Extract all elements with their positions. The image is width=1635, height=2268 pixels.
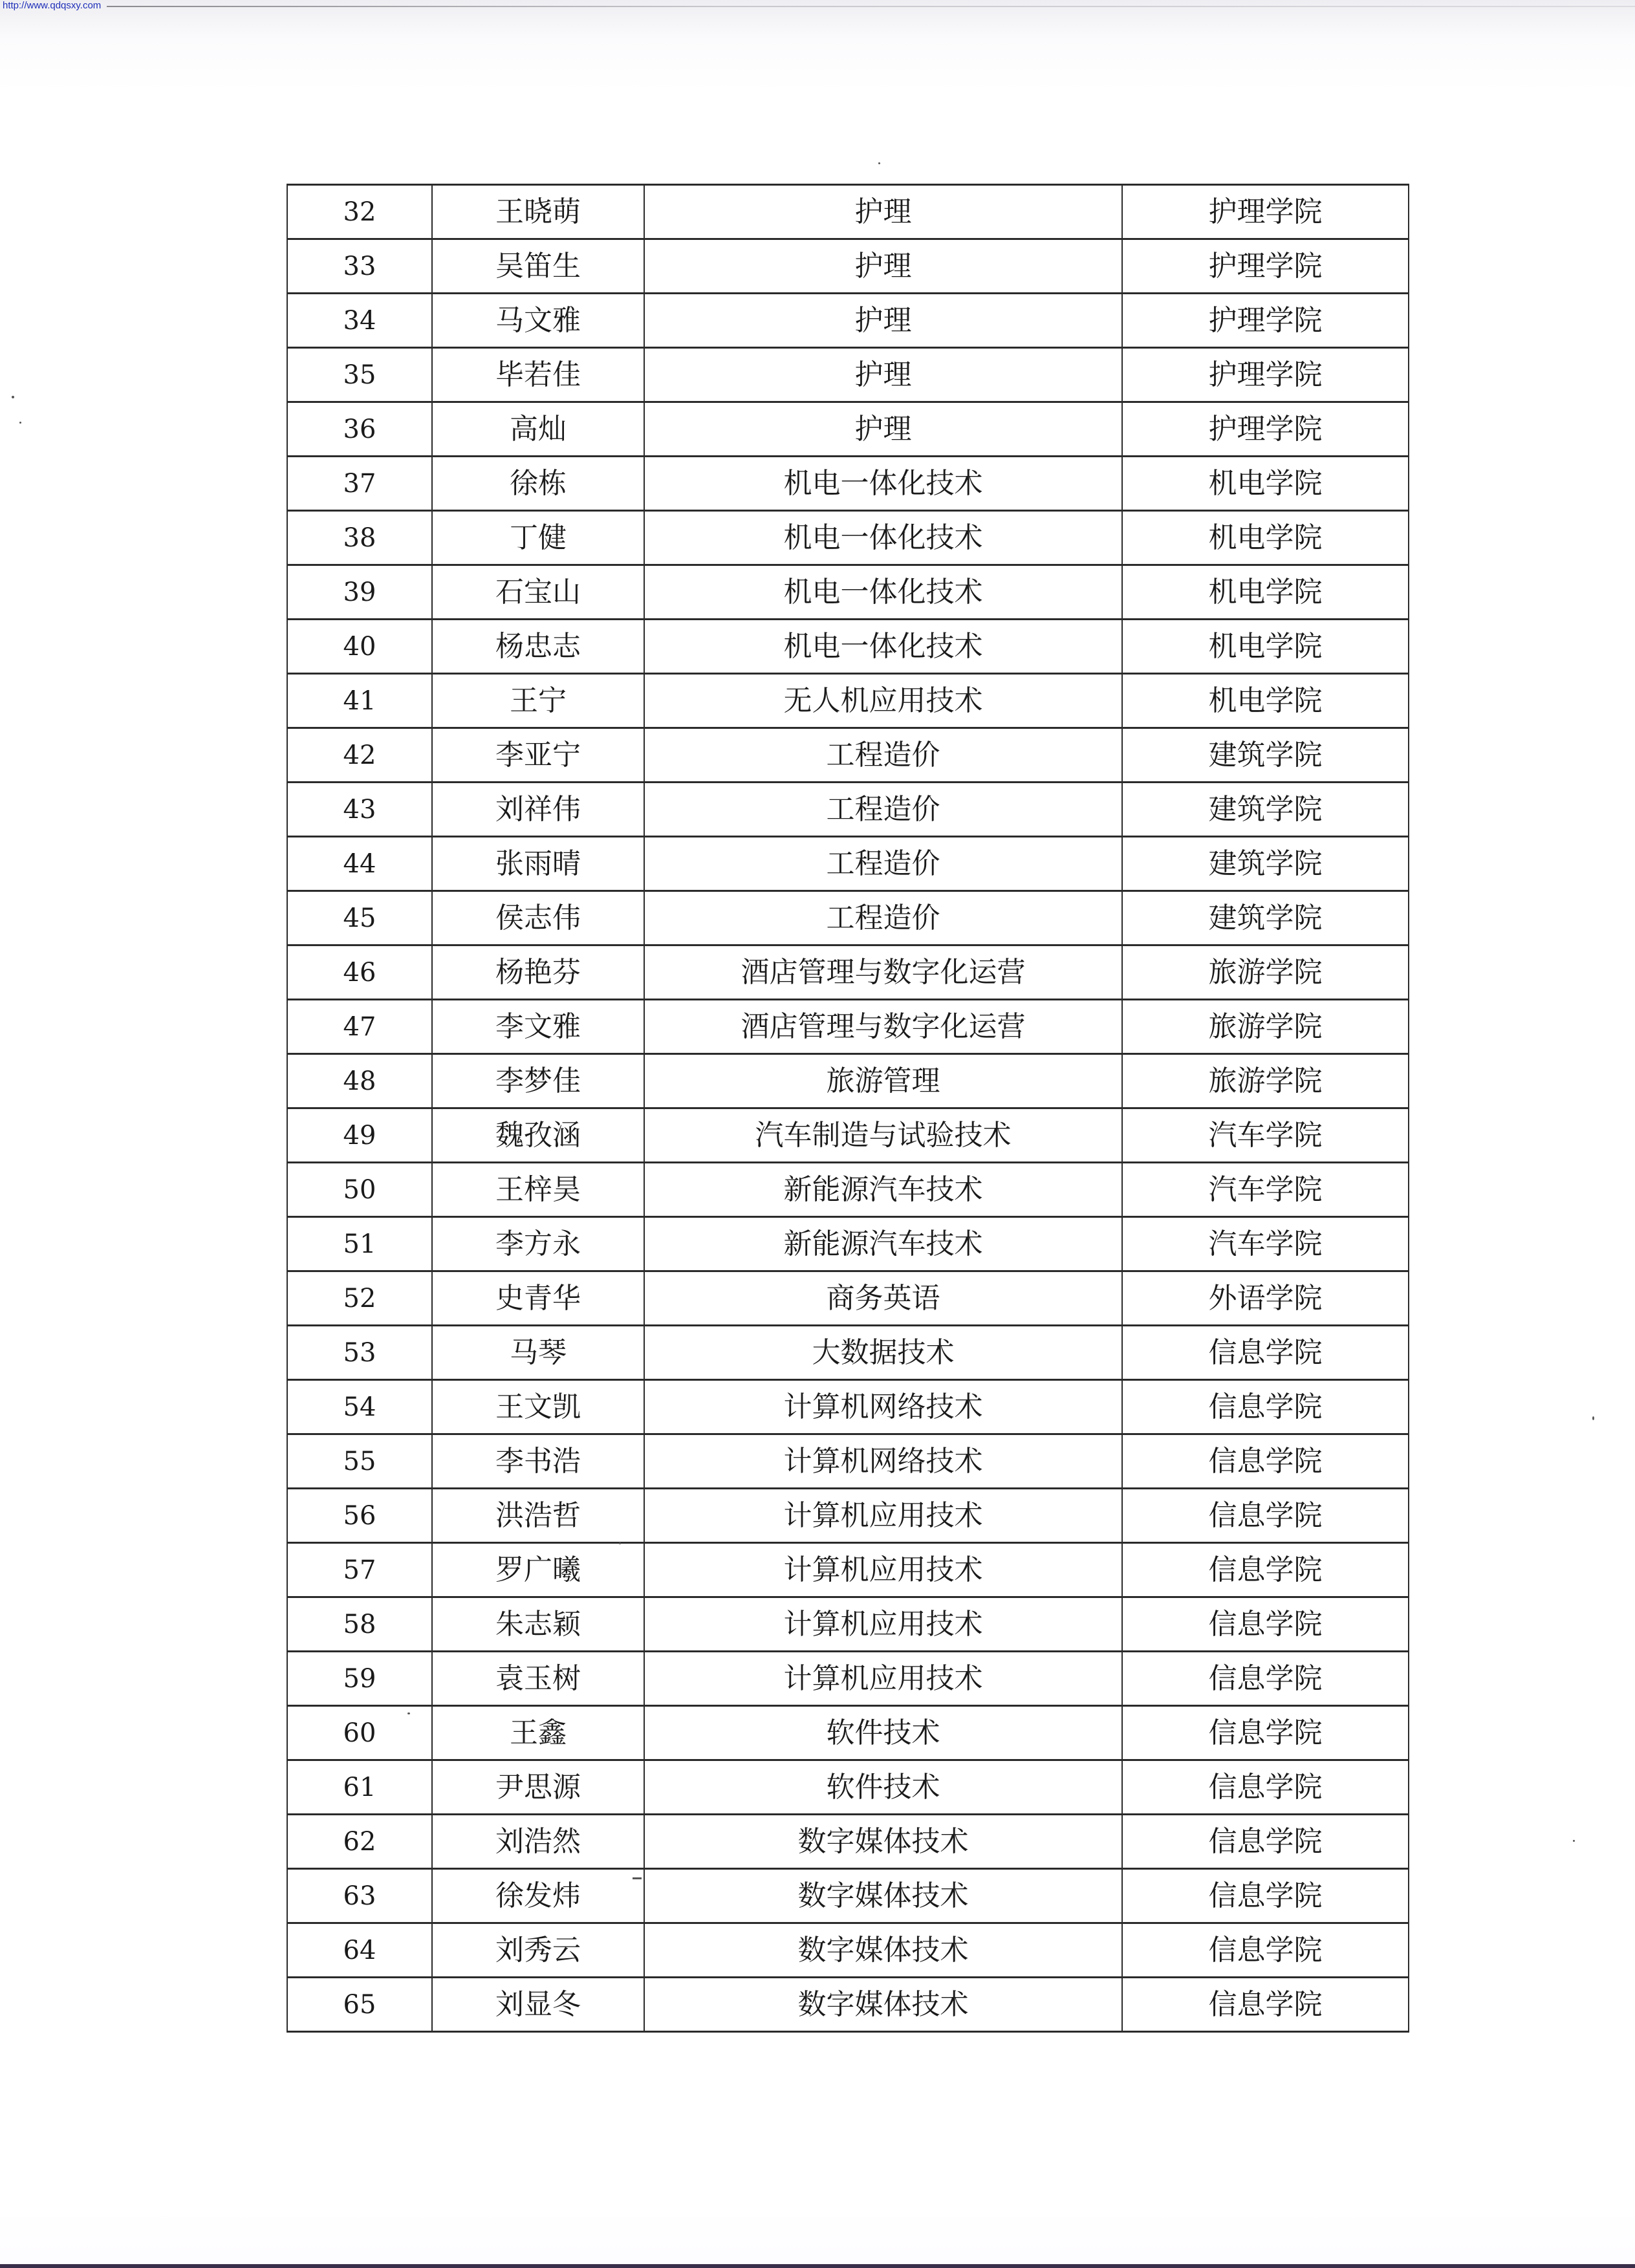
student-name-cell: 尹思源 <box>432 1760 644 1815</box>
table-row <box>287 457 1409 511</box>
college-cell: 机电学院 <box>1122 620 1409 674</box>
student-name-cell: 洪浩哲 <box>432 1489 644 1543</box>
college-cell: 机电学院 <box>1122 511 1409 565</box>
row-number-cell: 39 <box>287 565 432 620</box>
row-number-cell: 57 <box>287 1543 432 1597</box>
college-cell: 信息学院 <box>1122 1923 1409 1978</box>
college-cell: 旅游学院 <box>1122 1000 1409 1054</box>
table-row <box>287 1054 1409 1108</box>
student-roster-table <box>287 184 1409 2033</box>
college-cell: 护理学院 <box>1122 185 1409 239</box>
student-name-cell: 徐栋 <box>432 457 644 511</box>
row-number-cell: 64 <box>287 1923 432 1978</box>
student-name-cell: 李亚宁 <box>432 728 644 783</box>
college-cell: 信息学院 <box>1122 1434 1409 1489</box>
major-cell: 机电一体化技术 <box>644 457 1122 511</box>
table-row <box>287 620 1409 674</box>
college-cell: 信息学院 <box>1122 1326 1409 1380</box>
student-name-cell: 杨艳芬 <box>432 945 644 1000</box>
student-name-cell: 刘浩然 <box>432 1815 644 1869</box>
major-cell: 护理 <box>644 185 1122 239</box>
college-cell: 旅游学院 <box>1122 945 1409 1000</box>
row-number-cell: 43 <box>287 783 432 837</box>
college-cell: 信息学院 <box>1122 1815 1409 1869</box>
major-cell: 计算机应用技术 <box>644 1543 1122 1597</box>
college-cell: 机电学院 <box>1122 457 1409 511</box>
row-number-cell: 38 <box>287 511 432 565</box>
row-number-cell: 54 <box>287 1380 432 1434</box>
table-row <box>287 1706 1409 1760</box>
scan-speck <box>633 1877 642 1879</box>
college-cell: 信息学院 <box>1122 1543 1409 1597</box>
major-cell: 机电一体化技术 <box>644 565 1122 620</box>
row-number-cell: 33 <box>287 239 432 294</box>
table-row <box>287 239 1409 294</box>
major-cell: 机电一体化技术 <box>644 511 1122 565</box>
student-name-cell: 刘秀云 <box>432 1923 644 1978</box>
student-name-cell: 吴笛生 <box>432 239 644 294</box>
major-cell: 计算机应用技术 <box>644 1597 1122 1652</box>
roster-table-body <box>287 185 1409 2032</box>
student-name-cell: 王鑫 <box>432 1706 644 1760</box>
table-row <box>287 1271 1409 1326</box>
table-row <box>287 511 1409 565</box>
table-row <box>287 1000 1409 1054</box>
student-name-cell: 王梓昊 <box>432 1163 644 1217</box>
row-number-cell: 48 <box>287 1054 432 1108</box>
major-cell: 工程造价 <box>644 728 1122 783</box>
table-row <box>287 1380 1409 1434</box>
table-row <box>287 1652 1409 1706</box>
table-row <box>287 1489 1409 1543</box>
table-row <box>287 294 1409 348</box>
major-cell: 工程造价 <box>644 891 1122 945</box>
student-name-cell: 王晓萌 <box>432 185 644 239</box>
row-number-cell: 32 <box>287 185 432 239</box>
table-row <box>287 728 1409 783</box>
table-row <box>287 945 1409 1000</box>
student-name-cell: 石宝山 <box>432 565 644 620</box>
table-row <box>287 1869 1409 1923</box>
row-number-cell: 35 <box>287 348 432 402</box>
row-number-cell: 49 <box>287 1108 432 1163</box>
student-name-cell: 李书浩 <box>432 1434 644 1489</box>
college-cell: 外语学院 <box>1122 1271 1409 1326</box>
college-cell: 建筑学院 <box>1122 837 1409 891</box>
row-number-cell: 55 <box>287 1434 432 1489</box>
table-row <box>287 1163 1409 1217</box>
row-number-cell: 45 <box>287 891 432 945</box>
row-number-cell: 46 <box>287 945 432 1000</box>
student-name-cell: 刘祥伟 <box>432 783 644 837</box>
college-cell: 建筑学院 <box>1122 728 1409 783</box>
table-row <box>287 1434 1409 1489</box>
student-name-cell: 魏孜涵 <box>432 1108 644 1163</box>
row-number-cell: 62 <box>287 1815 432 1869</box>
student-name-cell: 李文雅 <box>432 1000 644 1054</box>
row-number-cell: 42 <box>287 728 432 783</box>
student-name-cell: 朱志颖 <box>432 1597 644 1652</box>
student-name-cell: 刘显冬 <box>432 1978 644 2032</box>
major-cell: 商务英语 <box>644 1271 1122 1326</box>
major-cell: 新能源汽车技术 <box>644 1163 1122 1217</box>
student-name-cell: 马文雅 <box>432 294 644 348</box>
table-row <box>287 837 1409 891</box>
table-row <box>287 1923 1409 1978</box>
student-name-cell: 徐发炜 <box>432 1869 644 1923</box>
student-name-cell: 袁玉树 <box>432 1652 644 1706</box>
college-cell: 护理学院 <box>1122 348 1409 402</box>
college-cell: 护理学院 <box>1122 402 1409 457</box>
major-cell: 工程造价 <box>644 837 1122 891</box>
row-number-cell: 59 <box>287 1652 432 1706</box>
major-cell: 汽车制造与试验技术 <box>644 1108 1122 1163</box>
college-cell: 建筑学院 <box>1122 891 1409 945</box>
student-name-cell: 王文凯 <box>432 1380 644 1434</box>
student-name-cell: 丁健 <box>432 511 644 565</box>
college-cell: 信息学院 <box>1122 1652 1409 1706</box>
row-number-cell: 65 <box>287 1978 432 2032</box>
table-row <box>287 348 1409 402</box>
student-name-cell: 张雨晴 <box>432 837 644 891</box>
major-cell: 工程造价 <box>644 783 1122 837</box>
major-cell: 新能源汽车技术 <box>644 1217 1122 1271</box>
table-row <box>287 1597 1409 1652</box>
major-cell: 计算机应用技术 <box>644 1489 1122 1543</box>
college-cell: 信息学院 <box>1122 1978 1409 2032</box>
student-name-cell: 杨忠志 <box>432 620 644 674</box>
college-cell: 建筑学院 <box>1122 783 1409 837</box>
major-cell: 酒店管理与数字化运营 <box>644 1000 1122 1054</box>
college-cell: 信息学院 <box>1122 1869 1409 1923</box>
row-number-cell: 40 <box>287 620 432 674</box>
college-cell: 机电学院 <box>1122 674 1409 728</box>
major-cell: 计算机应用技术 <box>644 1652 1122 1706</box>
student-name-cell: 李方永 <box>432 1217 644 1271</box>
major-cell: 旅游管理 <box>644 1054 1122 1108</box>
row-number-cell: 63 <box>287 1869 432 1923</box>
scan-speck <box>12 396 14 398</box>
college-cell: 信息学院 <box>1122 1380 1409 1434</box>
major-cell: 机电一体化技术 <box>644 620 1122 674</box>
scan-speck <box>619 1542 621 1544</box>
major-cell: 软件技术 <box>644 1760 1122 1815</box>
student-name-cell: 侯志伟 <box>432 891 644 945</box>
college-cell: 汽车学院 <box>1122 1108 1409 1163</box>
scan-top-edge <box>107 6 1635 7</box>
major-cell: 护理 <box>644 239 1122 294</box>
major-cell: 护理 <box>644 294 1122 348</box>
student-name-cell: 毕若佳 <box>432 348 644 402</box>
table-row <box>287 1217 1409 1271</box>
college-cell: 信息学院 <box>1122 1597 1409 1652</box>
table-row <box>287 1543 1409 1597</box>
table-row <box>287 783 1409 837</box>
table-row <box>287 1978 1409 2032</box>
student-name-cell: 高灿 <box>432 402 644 457</box>
major-cell: 大数据技术 <box>644 1326 1122 1380</box>
row-number-cell: 50 <box>287 1163 432 1217</box>
major-cell: 数字媒体技术 <box>644 1923 1122 1978</box>
table-row <box>287 1108 1409 1163</box>
scan-speck <box>1592 1416 1594 1420</box>
student-name-cell: 李梦佳 <box>432 1054 644 1108</box>
major-cell: 数字媒体技术 <box>644 1978 1122 2032</box>
row-number-cell: 34 <box>287 294 432 348</box>
table-row <box>287 891 1409 945</box>
row-number-cell: 44 <box>287 837 432 891</box>
row-number-cell: 37 <box>287 457 432 511</box>
table-row <box>287 1815 1409 1869</box>
row-number-cell: 58 <box>287 1597 432 1652</box>
table-row <box>287 1760 1409 1815</box>
row-number-cell: 36 <box>287 402 432 457</box>
college-cell: 护理学院 <box>1122 294 1409 348</box>
scan-speck <box>407 1712 410 1714</box>
college-cell: 旅游学院 <box>1122 1054 1409 1108</box>
major-cell: 酒店管理与数字化运营 <box>644 945 1122 1000</box>
table-row <box>287 1326 1409 1380</box>
row-number-cell: 56 <box>287 1489 432 1543</box>
student-name-cell: 王宁 <box>432 674 644 728</box>
major-cell: 护理 <box>644 402 1122 457</box>
scan-speck <box>1573 1840 1575 1842</box>
student-name-cell: 马琴 <box>432 1326 644 1380</box>
major-cell: 无人机应用技术 <box>644 674 1122 728</box>
college-cell: 汽车学院 <box>1122 1217 1409 1271</box>
row-number-cell: 61 <box>287 1760 432 1815</box>
student-name-cell: 史青华 <box>432 1271 644 1326</box>
scan-speck <box>19 422 21 424</box>
scan-bottom-edge <box>0 2264 1635 2268</box>
table-row <box>287 565 1409 620</box>
row-number-cell: 52 <box>287 1271 432 1326</box>
college-cell: 信息学院 <box>1122 1760 1409 1815</box>
major-cell: 数字媒体技术 <box>644 1815 1122 1869</box>
major-cell: 护理 <box>644 348 1122 402</box>
college-cell: 护理学院 <box>1122 239 1409 294</box>
major-cell: 软件技术 <box>644 1706 1122 1760</box>
major-cell: 数字媒体技术 <box>644 1869 1122 1923</box>
major-cell: 计算机网络技术 <box>644 1434 1122 1489</box>
student-name-cell: 罗广曦 <box>432 1543 644 1597</box>
row-number-cell: 51 <box>287 1217 432 1271</box>
table-row <box>287 185 1409 239</box>
row-number-cell: 60 <box>287 1706 432 1760</box>
row-number-cell: 47 <box>287 1000 432 1054</box>
row-number-cell: 53 <box>287 1326 432 1380</box>
source-url-link[interactable]: http://www.qdqsxy.com <box>3 0 102 11</box>
major-cell: 计算机网络技术 <box>644 1380 1122 1434</box>
college-cell: 信息学院 <box>1122 1489 1409 1543</box>
table-row <box>287 674 1409 728</box>
college-cell: 汽车学院 <box>1122 1163 1409 1217</box>
table-row <box>287 402 1409 457</box>
scan-speck <box>878 162 880 164</box>
college-cell: 信息学院 <box>1122 1706 1409 1760</box>
row-number-cell: 41 <box>287 674 432 728</box>
college-cell: 机电学院 <box>1122 565 1409 620</box>
